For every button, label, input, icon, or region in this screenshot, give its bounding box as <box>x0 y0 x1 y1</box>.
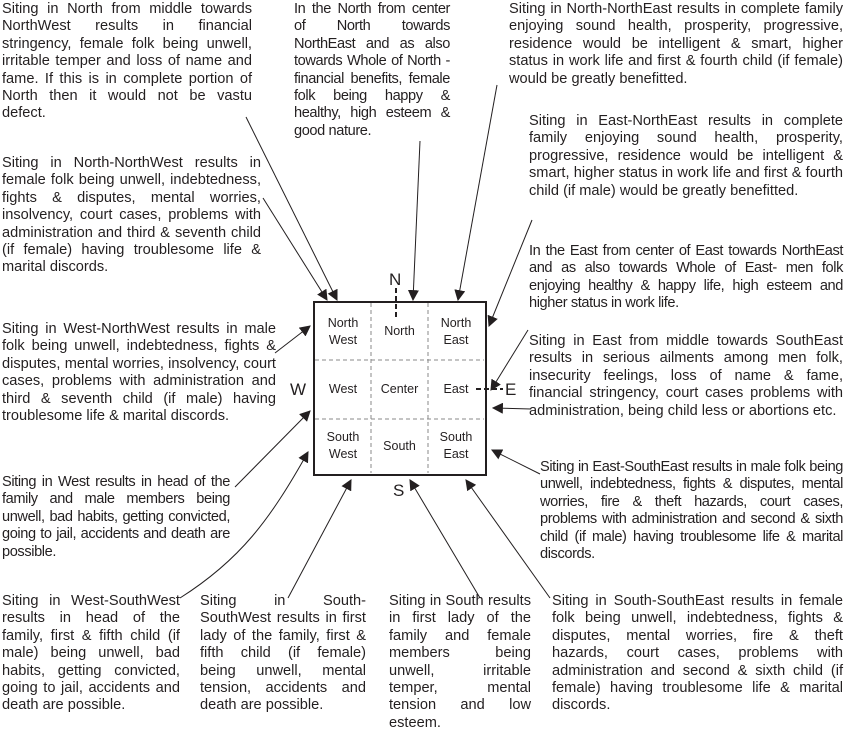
arrow-west-northwest <box>275 326 310 353</box>
text-north-northeast: Siting in North-NorthEast results in complete family enjoying sound health, prosperity, progressive, residence would be intelligent & smart, higher status in work life and first & fourth child (if female) would be greatly benefitted. <box>509 1 843 87</box>
arrow-north-northeast <box>458 85 497 300</box>
compass-west-label: W <box>290 380 307 399</box>
cell-label: South East <box>439 430 473 461</box>
arrow-south-southwest <box>288 480 351 598</box>
compass-north-label: N <box>389 270 402 289</box>
text-west: Siting in West results in head of the family and male members being unwell, bad habits, getting convicted, going to jail, accidents and death are possible. <box>2 474 230 560</box>
compass-east-label: E <box>505 380 517 399</box>
cell-label: East <box>443 382 469 396</box>
cell-label: South <box>383 438 416 453</box>
text-east-middle-to-southeast: Siting in East from middle towards SouthEast results in serious ailments among men folk, insecurity feelings, loss of name & fame, financial stringency, court cases problems with administration, being child less or abortions etc. <box>529 333 843 419</box>
cell-label: Center <box>380 382 419 396</box>
text-west-northwest: Siting in West-NorthWest results in male folk being unwell, indebtedness, fights & disputes, mental worries, insolvency, court cases, problems with administration and third & seventh child (if male) having troublesome life & marital discords. <box>2 321 276 425</box>
text-north-center-to-northeast: In the North from center of North towards NorthEast and as also towards Whole of North - financial benefits, female folk being happy & healthy, high esteem & good nature. <box>294 1 450 139</box>
arrow-north-northwest <box>263 198 327 300</box>
cell-label: South West <box>326 430 360 461</box>
arrow-west <box>235 411 310 487</box>
cell-label: North <box>384 324 415 338</box>
arrow-east-northeast <box>489 220 532 326</box>
cell-label: North East <box>440 315 472 347</box>
text-south: Siting in South results in first lady of the family and female members being unwell, irritable temper, mental tension and low esteem. <box>389 593 531 731</box>
text-east-northeast: Siting in East-NorthEast results in complete family enjoying sound health, prosperity, progressive, residence would be intelligent & smart, higher status in work life and first & fourth child (if male) would be greatly benefitted. <box>529 113 843 199</box>
text-north-middle-to-northwest: Siting in North from middle towards NorthWest results in financial stringency, female folk being unwell, irritable temper and loss of name and fame. If this is in complete portion of North then it would not be vastu defect. <box>2 1 252 122</box>
text-east-center-to-northeast: In the East from center of East towards NorthEast and as also towards Whole of East- men folk enjoying healthy & happy life, high esteem and higher status in work life. <box>529 243 843 312</box>
arrow-east-middle-to-southeast <box>493 408 531 409</box>
cell-label: West <box>328 382 358 396</box>
arrow-west-southwest <box>180 452 308 598</box>
arrow-east-southeast <box>492 450 540 474</box>
text-south-southwest: Siting in South-SouthWest results in first lady of the family, first & fifth child (if female) being unwell, mental tension, accidents and death are possible. <box>200 593 366 714</box>
compass-south-label: S <box>393 481 405 500</box>
text-north-northwest: Siting in North-NorthWest results in female folk being unwell, indebtedness, fights & disputes, mental worries, insolvency, court cases, problems with administration and third & seventh child (if female) having troublesome life & marital discords. <box>2 155 261 276</box>
cell-label: North West <box>327 315 359 347</box>
arrow-north-middle-to-northwest <box>246 117 337 300</box>
arrow-south <box>410 480 480 598</box>
text-east-southeast: Siting in East-SouthEast results in male folk being unwell, indebtedness, fights & disputes, mental worries, fire & theft hazards, court cases, problems with administration and second & sixth child (if male) having troublesome life & marital discords. <box>540 459 843 563</box>
arrow-south-southeast <box>466 480 550 598</box>
text-south-southeast: Siting in South-SouthEast results in female folk being unwell, indebtedness, fights & disputes, mental worries, fire & theft hazards, court cases, problems with administration and second & sixth child (if female) having troublesome life & marital discords. <box>552 593 843 714</box>
arrow-north-center-to-northeast <box>413 141 420 300</box>
arrow-east-center-to-northeast <box>491 330 528 390</box>
text-west-southwest: Siting in West-SouthWest results in head of the family, first & fifth child (if male) being unwell, bad habits, getting convicted, going to jail, accidents and death are possible. <box>2 593 180 714</box>
